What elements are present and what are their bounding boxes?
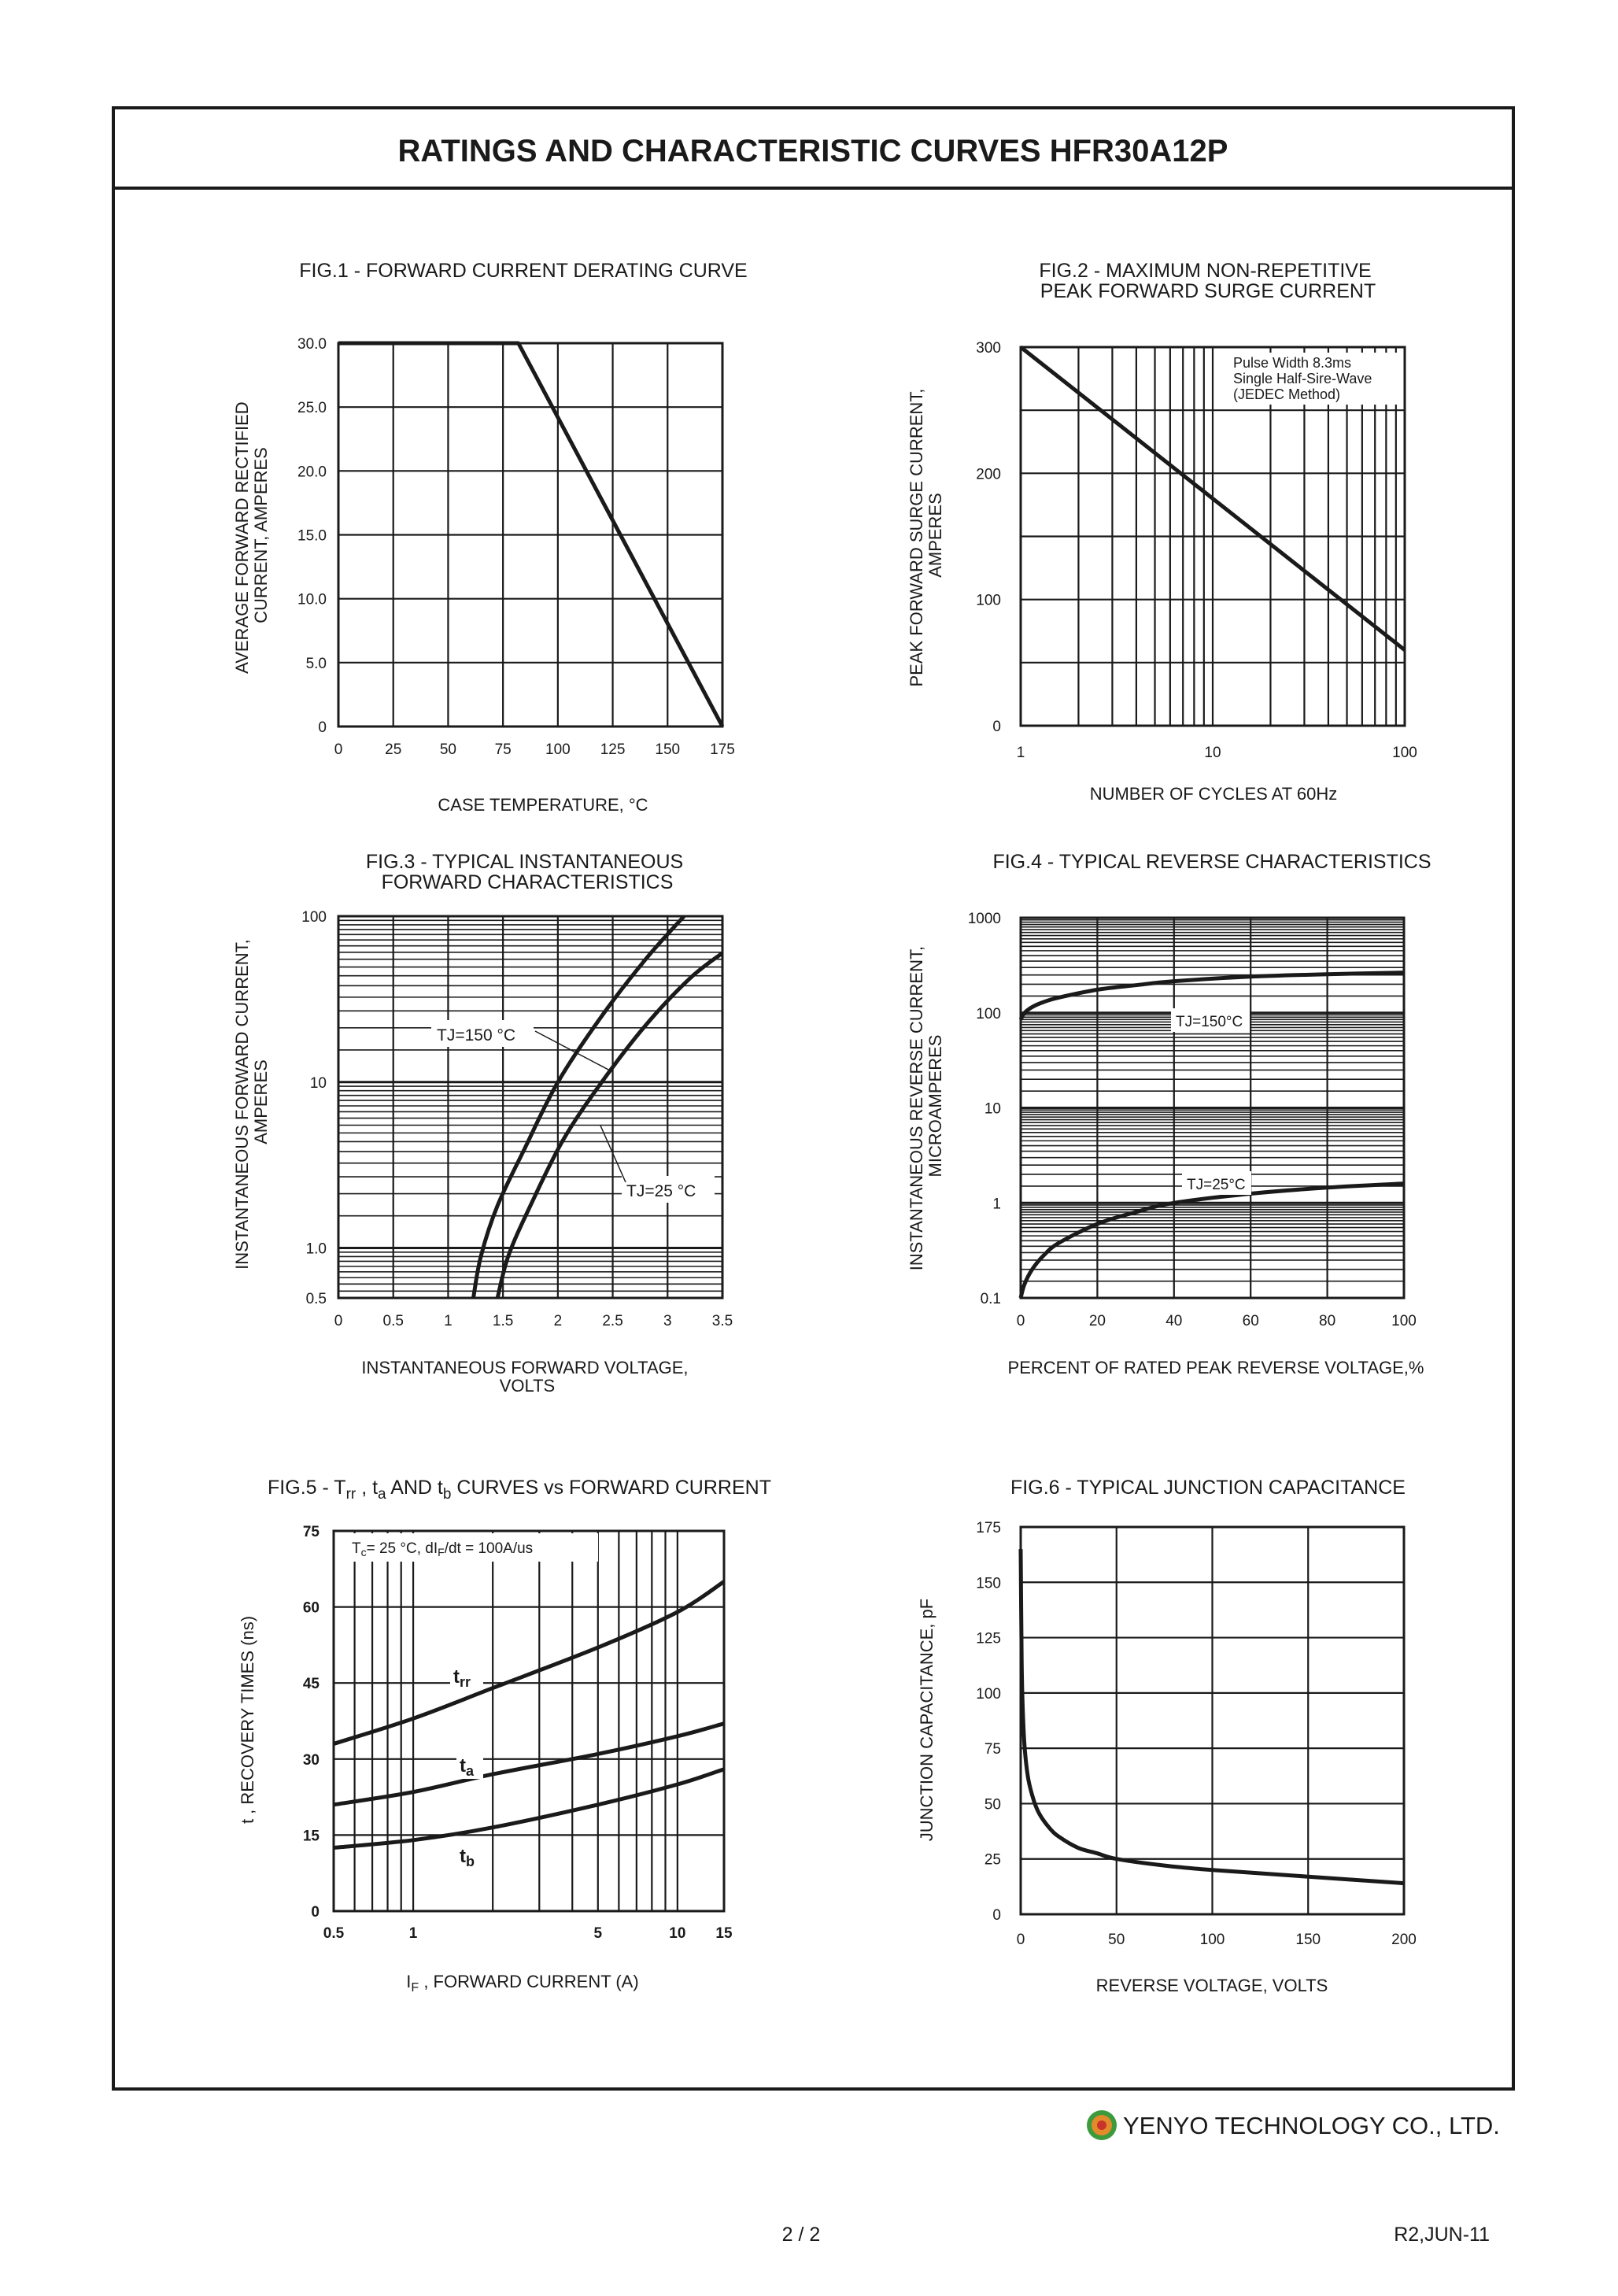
fig5-xtick-label: 1 xyxy=(408,1925,418,1942)
fig1-xtick-label: 25 xyxy=(385,741,402,758)
fig5-label-tb-sub: b xyxy=(466,1854,475,1869)
fig2-annotation-3: (JEDEC Method) xyxy=(1233,386,1341,402)
fig4-xtick-label: 60 xyxy=(1242,1313,1259,1329)
fig3-title xyxy=(366,851,689,893)
fig5-title-b: , t xyxy=(356,1477,379,1499)
fig3-chart xyxy=(232,851,733,1396)
fig5-ylabel: t , RECOVERY TIMES (ns) xyxy=(238,1615,257,1825)
fig4-title: FIG.4 - TYPICAL REVERSE CHARACTERISTICS xyxy=(992,851,1431,873)
fig4-xtick-label: 20 xyxy=(1088,1313,1106,1329)
fig2-xlabel: NUMBER OF CYCLES AT 60Hz xyxy=(1089,784,1338,804)
fig3-ytick-label: 100 xyxy=(301,909,327,926)
fig4-ylabel xyxy=(907,941,945,1270)
fig5-xlabel-b: , FORWARD CURRENT (A) xyxy=(419,1972,639,1991)
fig4-label-tj150: TJ=150°C xyxy=(1176,1014,1243,1030)
fig2-xtick-label: 10 xyxy=(1204,745,1221,761)
fig6-xtick-label: 100 xyxy=(1199,1932,1225,1948)
fig5-title-sub-rr: rr xyxy=(345,1486,356,1503)
fig1-ytick-label: 15.0 xyxy=(297,527,327,545)
fig2-title xyxy=(1039,260,1376,302)
fig1-ytick-label: 30.0 xyxy=(297,336,327,353)
fig2-annotation-1: Pulse Width 8.3ms xyxy=(1233,355,1352,371)
fig5-grid xyxy=(334,1531,724,1911)
fig6-ylabel: JUNCTION CAPACITANCE, pF xyxy=(917,1598,936,1842)
fig3-xtick-label: 2.5 xyxy=(602,1313,623,1329)
fig5-label-tb: $t_b$ xyxy=(460,1846,475,1869)
fig1-ylabel xyxy=(232,397,271,674)
fig3-xlabel-line2: VOLTS xyxy=(499,1376,556,1396)
fig3-ytick-label: 10 xyxy=(309,1074,327,1092)
fig3-xtick-label: 0 xyxy=(334,1313,343,1329)
fig2-ytick-label: 300 xyxy=(976,340,1001,357)
fig5-label-ta: $t_a$ xyxy=(460,1755,475,1779)
fig1-chart xyxy=(232,260,748,815)
fig4-xtick-label: 0 xyxy=(1016,1313,1025,1329)
fig3-title-line1: FIG.3 - TYPICAL INSTANTANEOUS xyxy=(365,851,684,873)
fig5-ann-b: = 25 °C, dI xyxy=(366,1540,438,1557)
fig5-ytick-label: 75 xyxy=(302,1524,320,1540)
fig4-xtick-label: 40 xyxy=(1165,1313,1183,1329)
fig1-xtick-label: 100 xyxy=(545,741,571,758)
fig1-ytick-label: 5.0 xyxy=(305,655,327,672)
fig5-xtick-label: 10 xyxy=(669,1925,686,1942)
fig1-xtick-label: 0 xyxy=(334,741,343,758)
fig3-xtick-label: 3 xyxy=(663,1313,672,1329)
fig6-ytick-label: 75 xyxy=(984,1741,1001,1758)
fig3-ytick-label: 0.5 xyxy=(305,1291,327,1307)
fig4-xtick-label: 80 xyxy=(1319,1313,1336,1329)
fig5-title-c: AND t xyxy=(386,1477,443,1499)
page-number: 2 / 2 xyxy=(781,2224,821,2246)
fig5-ann-sub-f: F xyxy=(438,1546,445,1558)
fig1-title: FIG.1 - FORWARD CURRENT DERATING CURVE xyxy=(299,260,748,282)
fig5-ann-sub-c: c xyxy=(360,1546,367,1558)
logo-core xyxy=(1097,2120,1106,2130)
fig3-title-line2: FORWARD CHARACTERISTICS xyxy=(381,871,674,893)
company-logo xyxy=(1087,2110,1117,2140)
fig6-ytick-label: 150 xyxy=(976,1575,1001,1592)
fig3-ylabel xyxy=(232,934,271,1270)
fig3-xtick-label: 1.5 xyxy=(492,1313,514,1329)
fig5-title-d: CURVES vs FORWARD CURRENT xyxy=(451,1477,771,1499)
fig1-xtick-label: 125 xyxy=(600,741,626,758)
fig2-ytick-label: 100 xyxy=(976,592,1001,609)
fig2-ytick-label: 0 xyxy=(992,719,1001,735)
fig5-ann-c: /dt = 100A/us xyxy=(444,1540,534,1557)
fig6-ytick-label: 50 xyxy=(984,1796,1001,1814)
fig2-title-line2: PEAK FORWARD SURGE CURRENT xyxy=(1040,280,1376,302)
fig5-xtick-label: 5 xyxy=(593,1925,603,1942)
fig5-ytick-label: 30 xyxy=(302,1751,320,1769)
fig1-ticks xyxy=(297,336,735,758)
fig6-ytick-label: 0 xyxy=(992,1907,1001,1924)
fig5-xlabel-a: I xyxy=(406,1972,412,1991)
fig6-title: FIG.6 - TYPICAL JUNCTION CAPACITANCE xyxy=(1010,1477,1406,1499)
fig3-xtick-label: 2 xyxy=(553,1313,563,1329)
fig3-label-tj150: TJ=150 °C xyxy=(437,1026,516,1044)
fig1-xtick-label: 150 xyxy=(655,741,681,758)
fig5-label-ta-sub: a xyxy=(466,1763,475,1779)
fig2-xtick-label: 100 xyxy=(1392,745,1417,761)
fig5-ytick-label: 45 xyxy=(302,1676,320,1693)
fig3-ylabel-line2: AMPERES xyxy=(251,1059,271,1144)
fig4-ytick-label: 100 xyxy=(976,1005,1001,1022)
fig5-title-a: FIG.5 - T xyxy=(268,1477,346,1499)
fig1-ylabel-line1: AVERAGE FORWARD RECTIFIED xyxy=(232,401,252,674)
fig6-xlabel: REVERSE VOLTAGE, VOLTS xyxy=(1095,1976,1328,1995)
fig5-label-trr: $t_{rr}$ xyxy=(453,1666,471,1690)
fig2-ylabel-line1: PEAK FORWARD SURGE CURRENT, xyxy=(907,388,926,687)
fig4-xtick-label: 100 xyxy=(1391,1313,1417,1329)
fig5-xlabel-sub: F xyxy=(411,1981,419,1995)
fig5-title xyxy=(268,1477,771,1503)
fig1-ytick-label: 25.0 xyxy=(297,400,327,417)
fig3-series xyxy=(474,916,723,1298)
fig5-ytick-label: 0 xyxy=(311,1904,320,1921)
fig6-ytick-label: 25 xyxy=(984,1851,1001,1869)
fig3-label-tj25: TJ=25 °C xyxy=(626,1182,696,1200)
page-title: RATINGS AND CHARACTERISTIC CURVES HFR30A12P xyxy=(397,134,1228,168)
fig3-xtick-label: 0.5 xyxy=(382,1313,404,1329)
fig2-ylabel xyxy=(907,383,945,686)
fig6-grid xyxy=(1021,1527,1404,1914)
fig3-xtick-label: 3.5 xyxy=(711,1313,733,1329)
fig4-ytick-label: 0.1 xyxy=(980,1291,1001,1307)
fig5-label-trr-sub: rr xyxy=(460,1674,471,1690)
fig5-ytick-label: 15 xyxy=(302,1828,320,1845)
fig4-label-tj25: TJ=25°C xyxy=(1187,1177,1246,1193)
fig6-xtick-label: 50 xyxy=(1108,1932,1125,1948)
fig2-ytick-label: 200 xyxy=(976,466,1001,483)
fig6-xtick-label: 150 xyxy=(1295,1932,1321,1948)
fig5-ann-a: T xyxy=(352,1540,361,1557)
fig6-ytick-label: 175 xyxy=(976,1520,1001,1536)
fig3-leader-tj150 xyxy=(535,1031,610,1070)
fig5-xlabel xyxy=(406,1972,638,1995)
revision: R2,JUN-11 xyxy=(1394,2224,1490,2246)
fig2-title-line1: FIG.2 - MAXIMUM NON-REPETITIVE xyxy=(1039,260,1372,282)
fig4-ytick-label: 10 xyxy=(984,1100,1001,1118)
fig6-chart xyxy=(917,1477,1417,1995)
fig4-ylabel-line1: INSTANTANEOUS REVERSE CURRENT, xyxy=(907,945,926,1271)
fig1-xtick-label: 50 xyxy=(439,741,456,758)
fig2-xtick-label: 1 xyxy=(1016,745,1025,761)
fig5-chart xyxy=(238,1477,771,1995)
fig5-xtick-label: 15 xyxy=(715,1925,733,1942)
fig3-plot-frame xyxy=(338,916,722,1298)
fig6-xtick-label: 0 xyxy=(1016,1932,1025,1948)
company-name: YENYO TECHNOLOGY CO., LTD. xyxy=(1123,2112,1500,2139)
fig4-ytick-label: 1 xyxy=(992,1196,1001,1213)
fig1-grid xyxy=(338,343,722,727)
fig1-ylabel-line2: CURRENT, AMPERES xyxy=(251,447,271,623)
fig5-title-sub-b: b xyxy=(442,1486,452,1503)
fig3-ytick-label: 1.0 xyxy=(305,1240,327,1258)
fig1-xlabel: CASE TEMPERATURE, °C xyxy=(438,795,648,815)
fig3-xtick-label: 1 xyxy=(444,1313,453,1329)
fig1-xtick-label: 75 xyxy=(494,741,512,758)
fig4-chart xyxy=(907,851,1431,1377)
fig4-xlabel: PERCENT OF RATED PEAK REVERSE VOLTAGE,% xyxy=(1007,1358,1424,1377)
fig3-ylabel-line1: INSTANTANEOUS FORWARD CURRENT, xyxy=(232,939,252,1270)
fig2-annotation-2: Single Half-Sire-Wave xyxy=(1233,371,1372,386)
fig3-grid xyxy=(338,916,722,1298)
fig5-xtick-label: 0.5 xyxy=(323,1925,345,1942)
fig5-ytick-label: 60 xyxy=(302,1599,320,1617)
fig3-xlabel-line1: INSTANTANEOUS FORWARD VOLTAGE, xyxy=(361,1358,689,1377)
fig1-ytick-label: 20.0 xyxy=(297,464,327,481)
fig3-xlabel xyxy=(361,1358,693,1396)
fig1-xtick-label: 175 xyxy=(710,741,735,758)
fig4-ylabel-line2: MICROAMPERES xyxy=(925,1034,945,1178)
fig6-ytick-label: 100 xyxy=(976,1685,1001,1703)
fig6-ytick-label: 125 xyxy=(976,1630,1001,1647)
fig1-ytick-label: 10.0 xyxy=(297,591,327,608)
fig1-ytick-label: 0 xyxy=(318,719,327,736)
fig6-ticks xyxy=(976,1520,1417,1948)
fig6-xtick-label: 200 xyxy=(1391,1932,1417,1948)
fig2-ylabel-line2: AMPERES xyxy=(925,493,945,578)
fig2-chart xyxy=(907,260,1417,804)
fig4-ytick-label: 1000 xyxy=(967,911,1001,927)
fig3-series-tj-150-c-line xyxy=(474,916,685,1298)
fig5-title-sub-a: a xyxy=(378,1486,386,1503)
